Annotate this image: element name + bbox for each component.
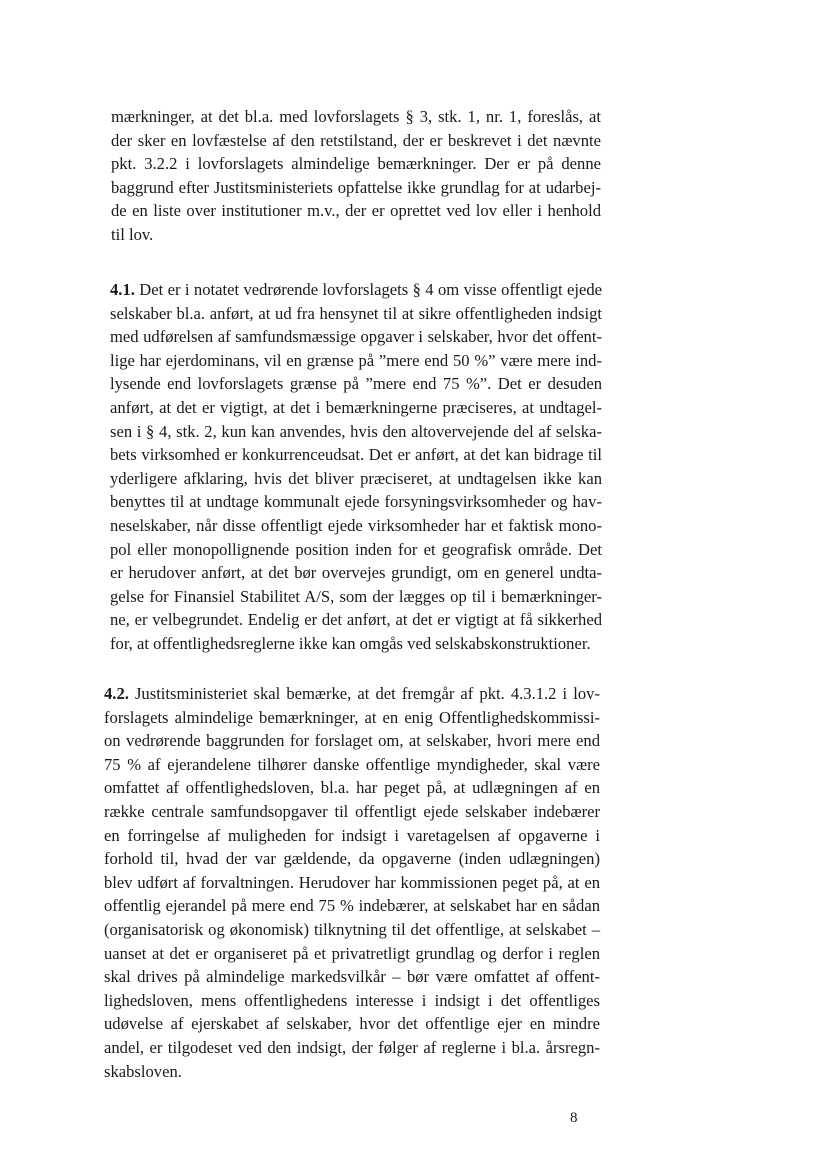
text-line: skal drives på almindelige markedsvilkår – bør være omfattet af offent- [104,967,600,987]
text-line: for, at offentlighedsreglerne ikke kan omgås ved selskabskonstruktioner. [110,633,591,653]
text-line: forhold til, hvad der var gældende, da opgaverne (inden udlægningen) [104,849,600,869]
text-line: omfattet af offentlighedsloven, bl.a. har peget på, at udlægningen af en [104,778,600,798]
text-line: sen i § 4, stk. 2, kun kan anvendes, hvis den altovervejende del af selska- [110,421,602,441]
text-line: (organisatorisk og økonomisk) tilknytning til det offentlige, at selskabet – [104,919,600,939]
text-line: en forringelse af muligheden for indsigt i varetagelsen af opgaverne i [104,825,600,845]
text-line: baggrund efter Justitsministeriets opfattelse ikke grundlag for at udarbej- [111,177,601,197]
section-number: 4.1. [110,280,135,299]
text-line: ne, er velbegrundet. Endelig er det anført, at det er vigtigt at få sikkerhed [110,610,602,630]
text-line: pol eller monopollignende position inden for et geografisk område. Det [110,539,602,559]
text-line: offentlig ejerandel på mere end 75 % indebærer, at selskabet har en sådan [104,896,600,916]
text-line: 75 % af ejerandelene tilhører danske offentlige myndigheder, skal være [104,754,600,774]
text-line: forslagets almindelige bemærkninger, at en enig Offentlighedskommissi- [104,707,600,727]
text-line [104,682,600,706]
text-line: andel, er tilgodeset ved den indsigt, der følger af reglerne i bl.a. årsregn- [104,1037,600,1057]
text-line: yderligere afklaring, hvis det bliver præciseret, at undtagelsen ikke kan [110,468,602,488]
text-line: neselskaber, når disse offentligt ejede virksomheder har et faktisk mono- [110,515,602,535]
text-line: benyttes til at undtage kommunalt ejede forsyningsvirksomheder og hav- [110,492,602,512]
text-line: der sker en lovfæstelse af den retstilstand, der er beskrevet i det nævnte [111,130,601,150]
text-line: uanset at det er organiseret på et privatretligt grundlag og derfor i reglen [104,943,600,963]
paragraph-continuation [111,105,601,247]
text-line: udøvelse af ejerskabet af selskaber, hvor det offentlige ejer en mindre [104,1014,600,1034]
text-line: med udførelsen af samfundsmæssige opgaver i selskaber, hvor det offent- [110,327,602,347]
page-number: 8 [570,1110,578,1126]
section-number: 4.2. [104,684,129,703]
text-line-content: Det er i notatet vedrørende lovforslagets § 4 om visse offentligt ejede [134,280,602,299]
text-line: on vedrørende baggrunden for forslaget om, at selskaber, hvori mere end [104,731,600,751]
text-line: blev udført af forvaltningen. Herudover har kommissionen peget på, at en [104,872,600,892]
paragraph-4-1 [110,278,602,656]
text-line: er herudover anført, at det bør overvejes grundigt, om en generel undta- [110,563,602,583]
paragraph-4-2 [104,682,600,1083]
text-line: de en liste over institutioner m.v., der er oprettet ved lov eller i henhold [111,201,601,221]
text-line: gelse for Finansiel Stabilitet A/S, som der lægges op til i bemærkninger- [110,586,602,606]
text-line: række centrale samfundsopgaver til offentligt ejede selskaber indebærer [104,801,600,821]
text-line [110,278,602,302]
text-line: lige har ejerdominans, vil en grænse på ”mere end 50 %” være mere ind- [110,350,602,370]
text-line: pkt. 3.2.2 i lovforslagets almindelige bemærkninger. Der er på denne [111,154,601,174]
text-line: lysende end lovforslagets grænse på ”mere end 75 %”. Det er desuden [110,374,602,394]
text-line: mærkninger, at det bl.a. med lovforslagets § 3, stk. 1, nr. 1, foreslås, at [111,107,601,126]
text-line: bets virksomhed er konkurrenceudsat. Det er anført, at det kan bidrage til [110,445,602,465]
text-line: skabsloven. [104,1061,182,1081]
text-line: anført, at det er vigtigt, at det i bemærkningerne præciseres, at undtagel- [110,397,602,417]
text-line: selskaber bl.a. anført, at ud fra hensynet til at sikre offentligheden indsigt [110,303,602,323]
text-line: til lov. [111,224,154,244]
text-line: lighedsloven, mens offentlighedens interesse i indsigt i det offentliges [104,990,600,1010]
text-line-content: Justitsministeriet skal bemærke, at det fremgår af pkt. 4.3.1.2 i lov- [128,684,600,703]
